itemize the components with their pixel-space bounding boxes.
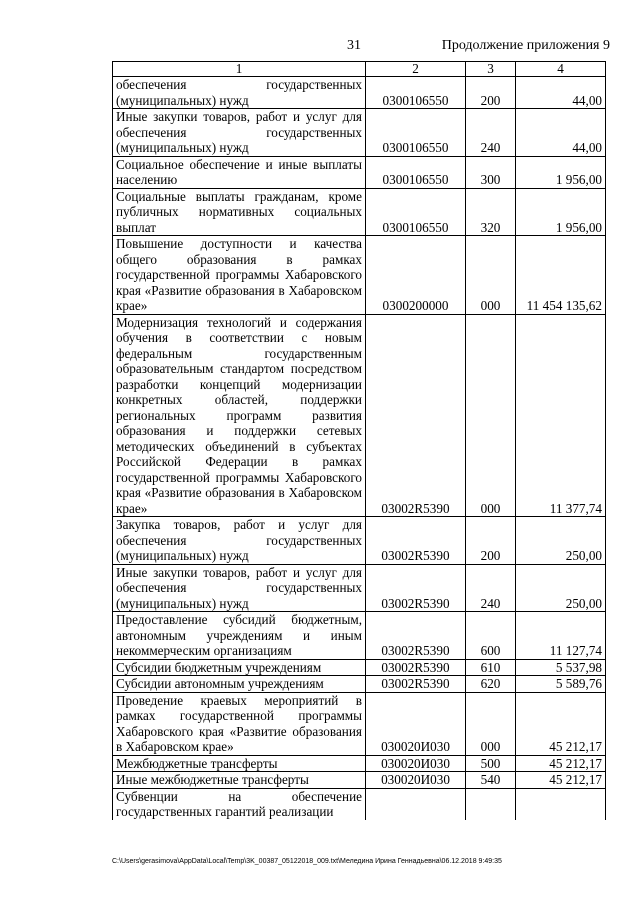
- row-description: Закупка товаров, работ и услуг для обеспечения государственных (муниципальных) нужд: [113, 517, 366, 565]
- row-amount: 45 212,17: [516, 772, 606, 789]
- table-row: [113, 676, 606, 693]
- row-expense-type: 620: [466, 676, 516, 693]
- table-row: [113, 517, 606, 565]
- row-amount: 1 956,00: [516, 188, 606, 236]
- row-expense-type: [466, 788, 516, 820]
- table-row: [113, 156, 606, 188]
- row-expense-type: 500: [466, 755, 516, 772]
- row-description: Социальное обеспечение и иные выплаты населению: [113, 156, 366, 188]
- row-amount: 45 212,17: [516, 755, 606, 772]
- row-code: 0300200000: [366, 236, 466, 315]
- row-expense-type: 610: [466, 659, 516, 676]
- row-code: 0300106550: [366, 188, 466, 236]
- row-code: 030020И030: [366, 755, 466, 772]
- row-amount: 250,00: [516, 564, 606, 612]
- row-expense-type: 240: [466, 109, 516, 157]
- row-amount: 45 212,17: [516, 692, 606, 755]
- row-code: 030020И030: [366, 692, 466, 755]
- table-row: [113, 692, 606, 755]
- row-expense-type: 000: [466, 692, 516, 755]
- row-description: Межбюджетные трансферты: [113, 755, 366, 772]
- row-code: 0300106550: [366, 77, 466, 109]
- row-code: [366, 788, 466, 820]
- table-row: [113, 188, 606, 236]
- table-row: [113, 109, 606, 157]
- row-expense-type: 200: [466, 77, 516, 109]
- row-amount: 11 377,74: [516, 314, 606, 517]
- row-description: Предоставление субсидий бюджетным, автономным учреждениям и иным некоммерческим организациям: [113, 612, 366, 660]
- row-description: обеспечения государственных (муниципальных) нужд: [113, 77, 366, 109]
- appendix-continuation-title: Продолжение приложения 9: [441, 38, 610, 53]
- row-amount: [516, 788, 606, 820]
- column-header-4: 4: [516, 62, 606, 77]
- row-expense-type: 300: [466, 156, 516, 188]
- column-header-3: 3: [466, 62, 516, 77]
- row-description: Иные межбюджетные трансферты: [113, 772, 366, 789]
- row-description: Модернизация технологий и содержания обучения в соответствии с новым федеральным государственным образовательным стандартом посредством разработки концепций модернизации конкретных областей, поддержки региональных программ развития образования и поддержки сетевых методических объединений в субъектах Российской Федерации в рамках государственной программы Хабаровского края «Развитие образования в Хабаровском крае»: [113, 314, 366, 517]
- row-expense-type: 000: [466, 236, 516, 315]
- budget-table: [112, 61, 606, 820]
- table-row: [113, 612, 606, 660]
- row-code: 03002R5390: [366, 564, 466, 612]
- column-header-1: 1: [113, 62, 366, 77]
- row-expense-type: 240: [466, 564, 516, 612]
- row-amount: 5 537,98: [516, 659, 606, 676]
- row-code: 0300106550: [366, 109, 466, 157]
- row-amount: 44,00: [516, 77, 606, 109]
- table-header-row: [113, 62, 606, 77]
- table-row: [113, 314, 606, 517]
- table-row: [113, 788, 606, 820]
- row-description: Иные закупки товаров, работ и услуг для обеспечения государственных (муниципальных) нужд: [113, 564, 366, 612]
- row-expense-type: 200: [466, 517, 516, 565]
- row-amount: 44,00: [516, 109, 606, 157]
- row-code: 03002R5390: [366, 517, 466, 565]
- row-expense-type: 320: [466, 188, 516, 236]
- file-path-footer: C:\Users\gerasimova\AppData\Local\Temp\3K_00387_05122018_009.txt\Меледина Ирина Геннадьевна\06.12.2018 9:49:35: [112, 858, 502, 865]
- table-row: [113, 659, 606, 676]
- row-expense-type: 600: [466, 612, 516, 660]
- row-amount: 250,00: [516, 517, 606, 565]
- page-header: [0, 38, 640, 58]
- row-description: Повышение доступности и качества общего образования в рамках государственной программы Хабаровского края «Развитие образования в Хабаровском крае»: [113, 236, 366, 315]
- column-header-2: 2: [366, 62, 466, 77]
- row-description: Проведение краевых мероприятий в рамках государственной программы Хабаровского края «Развитие образования в Хабаровском крае»: [113, 692, 366, 755]
- table-row: [113, 755, 606, 772]
- table-row: [113, 564, 606, 612]
- row-description: Иные закупки товаров, работ и услуг для обеспечения государственных (муниципальных) нужд: [113, 109, 366, 157]
- row-description: Субвенции на обеспечение государственных гарантий реализации: [113, 788, 366, 820]
- row-description: Субсидии автономным учреждениям: [113, 676, 366, 693]
- row-code: 03002R5390: [366, 676, 466, 693]
- row-code: 03002R5390: [366, 659, 466, 676]
- row-code: 03002R5390: [366, 612, 466, 660]
- row-expense-type: 000: [466, 314, 516, 517]
- row-code: 030020И030: [366, 772, 466, 789]
- page-number: 31: [347, 38, 361, 53]
- table-row: [113, 236, 606, 315]
- row-code: 0300106550: [366, 156, 466, 188]
- row-description: Социальные выплаты гражданам, кроме публичных нормативных социальных выплат: [113, 188, 366, 236]
- row-amount: 1 956,00: [516, 156, 606, 188]
- row-expense-type: 540: [466, 772, 516, 789]
- table-row: [113, 772, 606, 789]
- row-amount: 5 589,76: [516, 676, 606, 693]
- row-amount: 11 454 135,62: [516, 236, 606, 315]
- row-code: 03002R5390: [366, 314, 466, 517]
- row-description: Субсидии бюджетным учреждениям: [113, 659, 366, 676]
- row-amount: 11 127,74: [516, 612, 606, 660]
- table-row: [113, 77, 606, 109]
